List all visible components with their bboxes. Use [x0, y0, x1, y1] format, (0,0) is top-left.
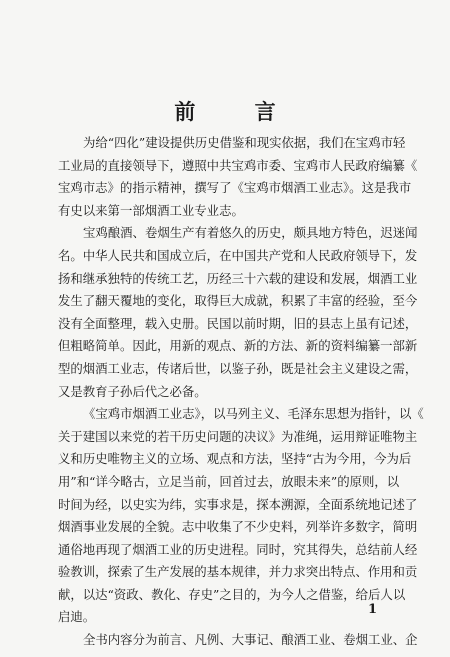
text-line: 时间为经，以史实为纬，实事求是，探本溯源，全面系统地记述了 [58, 496, 418, 512]
text-line: 宝鸡市志》的指示精神，撰写了《宝鸡市烟酒工业志》。这是我市 [58, 180, 412, 196]
text-line: 工业局的直接领导下，遵照中共宝鸡市委、宝鸡市人民政府编纂《 [58, 157, 418, 173]
text-line: 用”和“详今略古，立足当前，回首过去，放眼未来”的原则，以 [58, 473, 400, 489]
text-line: 全书内容分为前言、凡例、大事记、酿酒工业、卷烟工业、企 [83, 632, 418, 648]
text-line: 没有全面整理，载入史册。民国以前时期，旧的县志上虽有记述， [58, 315, 418, 331]
text-line: 为给“四化”建设提供历史借鉴和现实依据，我们在宝鸡市轻 [83, 135, 406, 150]
text-line: 义和历史唯物主义的立场、观点和方法，坚持“古为今用，今为后 [58, 451, 412, 467]
text-line: 型的烟酒工业志，传诸后世，以鉴子孙，既是社会主义建设之需， [58, 360, 418, 376]
text-line: 通俗地再现了烟酒工业的历史进程。同时，究其得失，总结前人经 [58, 541, 418, 557]
text-line: 又是教育子孙后代之必备。 [58, 383, 207, 399]
text-line: 但粗略简单。因此，用新的观点、新的方法、新的资料编纂一部新 [58, 338, 418, 354]
text-line: 有史以来第一部烟酒工业专业志。 [58, 202, 244, 218]
text-line: 关于建国以来党的若干历史问题的决议》为准绳，运用辩证唯物主 [58, 428, 418, 444]
body-text [58, 132, 424, 652]
text-line: 宝鸡酿酒、卷烟生产有着悠久的历史，颇具地方特色，迟迷闻 [83, 225, 418, 241]
text-line: 《宝鸡市烟酒工业志》，以马列主义、毛泽东思想为指针，以《 [83, 406, 424, 422]
page-title: 前 言 [174, 99, 302, 124]
text-line: 扬和继承独特的传统工艺，历经三十六载的建设和发展，烟酒工业 [58, 270, 418, 286]
paragraph-3 [58, 403, 424, 629]
paragraph-1 [58, 132, 418, 222]
text-line: 验教训，探索了生产发展的基本规律，并力求突出特点、作用和贡 [58, 564, 418, 580]
text-line: 启迪。 [58, 609, 96, 625]
paragraph-4 [58, 629, 418, 652]
text-line: 献，以达“资政、教化、存史”之目的，为今人之借鉴，给后人以 [58, 586, 406, 602]
text-line: 名。中华人民共和国成立后，在中国共产党和人民政府领导下，发 [58, 247, 418, 263]
text-line: 发生了翻天覆地的变化，取得巨大成就，积累了丰富的经验，至今 [58, 293, 418, 309]
paragraph-2 [58, 222, 418, 403]
page-number: 1 [368, 602, 378, 617]
text-line: 烟酒事业发展的全貌。志中收集了不少史料，列举许多数字，简明 [58, 519, 418, 535]
